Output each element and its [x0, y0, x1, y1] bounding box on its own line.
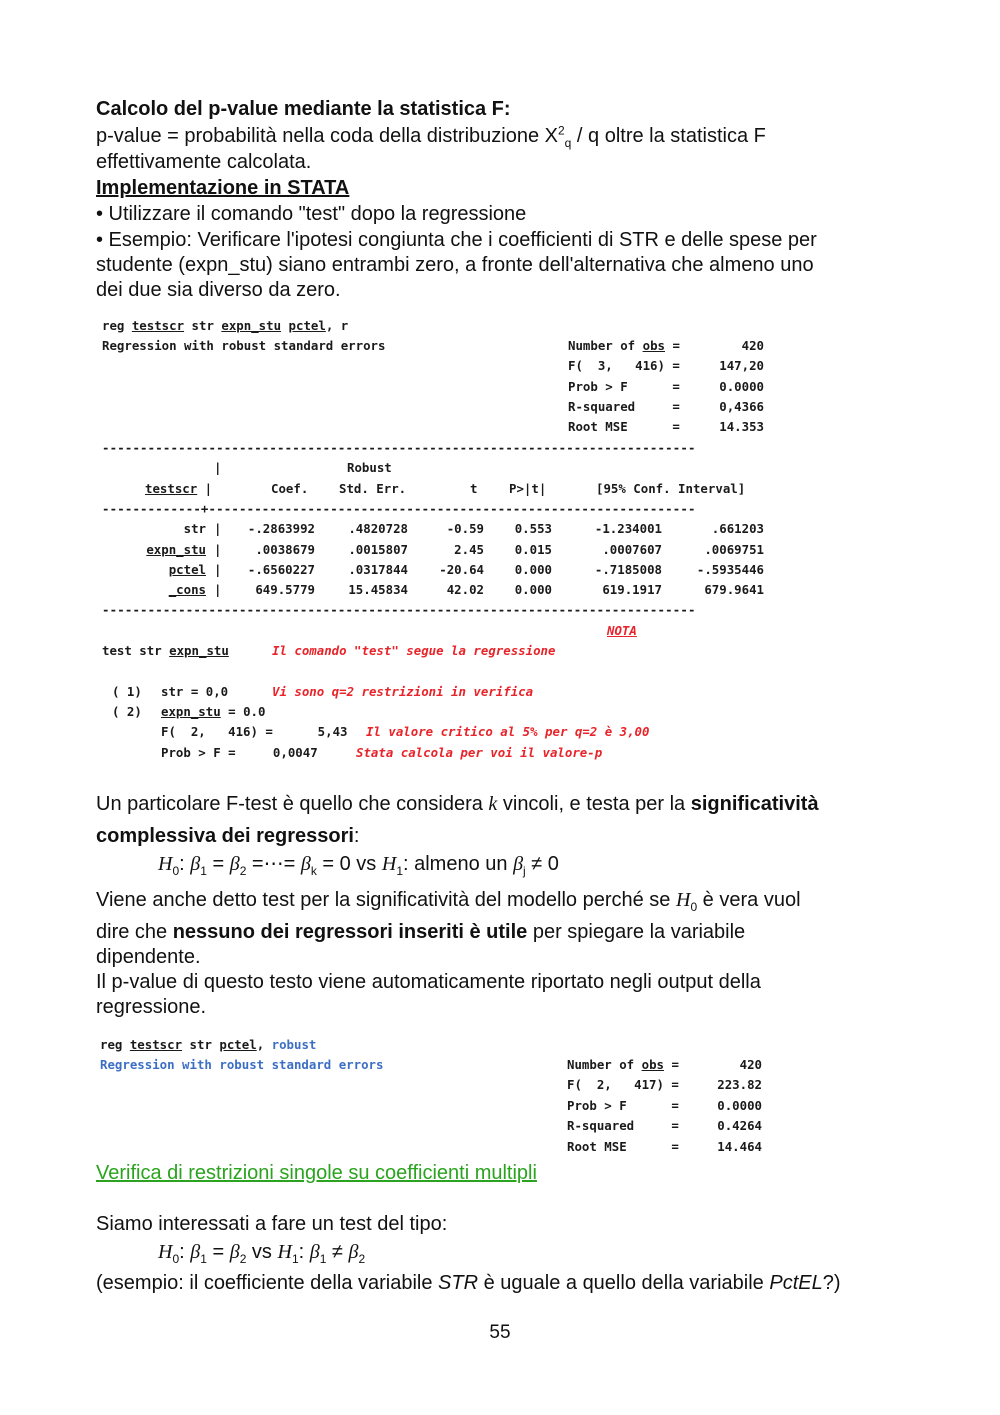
col-header-ci: [95% Conf. Interval] — [596, 481, 746, 496]
text-line: Siamo interessati a fare un test del tipo: — [96, 1213, 448, 1235]
annotation-test: Il comando "test" segue la regressione — [272, 643, 556, 658]
section-link-single-restrictions[interactable]: Verifica di restrizioni singole su coefficienti multipli — [96, 1162, 537, 1184]
table-pipe: | — [214, 542, 222, 557]
cell-coef: -.6560227 — [247, 562, 315, 577]
cell-ci-low: 619.1917 — [602, 582, 662, 597]
cell-t: 42.02 — [446, 582, 484, 597]
cell-ci-low: -1.234001 — [594, 521, 662, 536]
cell-t: 2.45 — [454, 542, 484, 557]
heading-p-value-f: Calcolo del p-value mediante la statistica F: — [96, 98, 511, 120]
text-line: p-value = probabilità nella coda della distribuzione $X^2_q$ / q oltre la statistica F — [96, 123, 766, 150]
annotation-critical-value: Il valore critico al 5% per q=2 è 3,00 — [366, 724, 650, 739]
stat-value: 0.0000 — [717, 1098, 762, 1113]
nota-label: NOTA — [607, 623, 637, 638]
stata-header: Regression with robust standard errors — [100, 1057, 384, 1072]
cell-se: .4820728 — [348, 521, 408, 536]
bullet-item: • Utilizzare il comando "test" dopo la regressione — [96, 203, 527, 225]
col-header-coef: Coef. — [271, 481, 309, 496]
stat-label: Number of obs = — [567, 1057, 679, 1072]
text-line: dipendente. — [96, 946, 201, 968]
text-line: (esempio: il coefficiente della variabile STR è uguale a quello della variabile PctEL?) — [96, 1272, 841, 1294]
stat-label: Prob > F = — [568, 379, 680, 394]
table-divider: -------------+---------------------------------------------------------------- — [102, 501, 696, 516]
stat-value: 0.4264 — [717, 1118, 762, 1133]
annotation-restrictions: Vi sono q=2 restrizioni in verifica — [272, 684, 534, 699]
text-line: Viene anche detto test per la significatività del modello perché se $H_0$ è vera vuol — [96, 889, 801, 914]
stat-label: F( 3, 416) = — [568, 358, 680, 373]
stat-label: Number of obs = — [568, 338, 680, 353]
cell-ci-high: -.5935446 — [696, 562, 764, 577]
stata-header: Regression with robust standard errors — [102, 338, 386, 353]
hypothesis-equation: $H_0$: $\beta_1 = \beta_2$ vs $H_1$: $\beta_1 \ne \beta_2$ — [158, 1241, 366, 1266]
cell-p: 0.553 — [514, 521, 552, 536]
stat-label: F( 2, 417) = — [567, 1077, 679, 1092]
text-line: effettivamente calcolata. — [96, 151, 312, 173]
cell-se: .0015807 — [348, 542, 408, 557]
restriction-label: ( 2) — [112, 704, 142, 719]
stata-command: reg testscr str pctel, robust — [100, 1037, 317, 1052]
row-name: expn_stu — [146, 542, 206, 557]
cell-ci-high: 679.9641 — [704, 582, 764, 597]
col-header-t: t — [470, 481, 478, 496]
cell-t: -20.64 — [439, 562, 484, 577]
table-pipe: | — [214, 460, 222, 475]
stat-value: 14.353 — [719, 419, 764, 434]
stat-label: Root MSE = — [567, 1139, 679, 1154]
cell-ci-high: .661203 — [711, 521, 764, 536]
row-name: pctel — [168, 562, 206, 577]
cell-p: 0.000 — [514, 582, 552, 597]
text-line: Un particolare F-test è quello che considera k vincoli, e testa per la significatività — [96, 793, 819, 815]
col-header-se: Std. Err. — [339, 481, 407, 496]
bullet-item: • Esempio: Verificare l'ipotesi congiunta che i coefficienti di STR e delle spese per — [96, 229, 817, 251]
col-header-p: P>|t| — [509, 481, 547, 496]
table-pipe: | — [214, 562, 222, 577]
cell-coef: .0038679 — [255, 542, 315, 557]
stat-value: 0,4366 — [719, 399, 764, 414]
cell-ci-low: -.7185008 — [594, 562, 662, 577]
restriction-label: ( 1) — [112, 684, 142, 699]
stat-value: 420 — [741, 338, 764, 353]
text-line: studente (expn_stu) siano entrambi zero, a fronte dell'alternativa che almeno uno — [96, 254, 814, 276]
stat-value: 0.0000 — [719, 379, 764, 394]
cell-se: .0317844 — [348, 562, 408, 577]
annotation-p-value: Stata calcola per voi il valore-p — [356, 745, 603, 760]
stat-label: Prob > F = — [567, 1098, 679, 1113]
test-command: test str expn_stu — [102, 643, 229, 658]
cell-se: 15.45834 — [348, 582, 408, 597]
stat-value: 420 — [739, 1057, 762, 1072]
f-statistic: F( 2, 416) = 5,43 — [161, 724, 348, 739]
row-name: str — [183, 521, 206, 536]
text-line: complessiva dei regressori: — [96, 825, 360, 847]
stat-label: Root MSE = — [568, 419, 680, 434]
stat-value: 223.82 — [717, 1077, 762, 1092]
row-name: _cons — [168, 582, 206, 597]
table-divider: ------------------------------------------------------------------------------ — [102, 440, 696, 455]
col-header-robust: Robust — [347, 460, 392, 475]
stata-command: reg testscr str expn_stu pctel, r — [102, 318, 349, 333]
table-pipe: | — [214, 521, 222, 536]
restriction-expr: str = 0,0 — [161, 684, 229, 699]
cell-p: 0.000 — [514, 562, 552, 577]
heading-stata: Implementazione in STATA — [96, 177, 350, 199]
cell-p: 0.015 — [514, 542, 552, 557]
cell-ci-high: .0069751 — [704, 542, 764, 557]
table-pipe: | — [214, 582, 222, 597]
stat-label: R-squared = — [568, 399, 680, 414]
text-line: dire che nessuno dei regressori inseriti è utile per spiegare la variabile — [96, 921, 746, 943]
page-number: 55 — [489, 1322, 511, 1343]
cell-coef: 649.5779 — [255, 582, 315, 597]
cell-t: -0.59 — [446, 521, 484, 536]
text-line: Il p-value di questo testo viene automaticamente riportato negli output della — [96, 971, 761, 993]
text-line: dei due sia diverso da zero. — [96, 279, 341, 301]
p-value-line: Prob > F = 0,0047 — [161, 745, 318, 760]
restriction-expr: expn_stu = 0.0 — [161, 704, 266, 719]
stat-label: R-squared = — [567, 1118, 679, 1133]
stat-value: 14.464 — [717, 1139, 762, 1154]
text-line: regressione. — [96, 996, 207, 1018]
cell-coef: -.2863992 — [247, 521, 315, 536]
cell-ci-low: .0007607 — [602, 542, 662, 557]
stat-value: 147,20 — [719, 358, 764, 373]
col-header-dep: testscr | — [145, 481, 213, 496]
hypothesis-equation: $H_0$: $\beta_1 = \beta_2$ =⋯= $\beta_k = 0$ vs $H_1$: almeno un $\beta_j \ne 0$ — [158, 853, 559, 878]
table-divider: ------------------------------------------------------------------------------ — [102, 602, 696, 617]
